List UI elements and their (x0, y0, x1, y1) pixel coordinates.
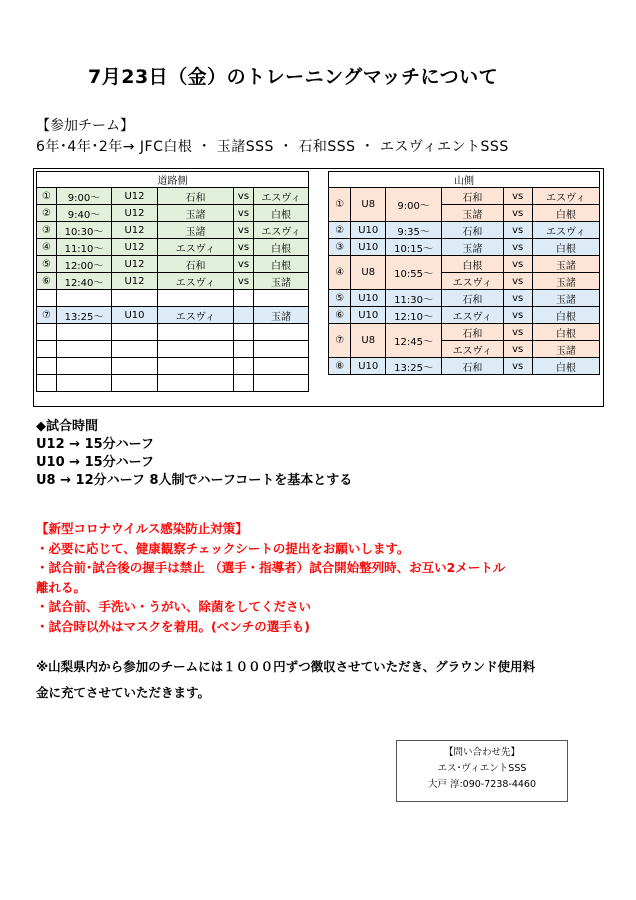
vs-label: vs (234, 222, 254, 239)
away-team: 玉諸 (532, 341, 599, 358)
match-time: 12:45～ (386, 324, 442, 358)
vs-label (234, 375, 254, 392)
match-category: U12 (112, 205, 158, 222)
vs-label: vs (503, 222, 532, 239)
mountain-side-schedule-table (328, 171, 600, 375)
road-side-header: 道路側 (37, 172, 309, 188)
covid-measures-section (36, 519, 505, 636)
match-time-section (36, 418, 352, 490)
away-team: エスヴィ (532, 222, 599, 239)
match-number (37, 324, 57, 341)
vs-label: vs (234, 188, 254, 205)
match-time-line: U12 → 15分ハーフ (36, 437, 155, 452)
vs-label: vs (503, 324, 532, 341)
home-team: 石和 (158, 256, 234, 273)
road-side-schedule-table (36, 171, 309, 392)
vs-label: vs (503, 256, 532, 273)
table-row (37, 239, 309, 256)
away-team: 白根 (532, 358, 599, 375)
match-number: ④ (329, 256, 351, 290)
match-category (112, 341, 158, 358)
away-team (254, 358, 309, 375)
match-number: ⑤ (329, 290, 351, 307)
contact-org: エス･ヴィエントSSS (437, 763, 527, 774)
home-team (158, 290, 234, 307)
home-team (158, 375, 234, 392)
match-time-heading: ◆試合時間 (36, 419, 98, 434)
match-category: U10 (351, 358, 386, 375)
match-time-line: U8 → 12分ハーフ 8人制でハーフコートを基本とする (36, 473, 353, 488)
away-team (254, 290, 309, 307)
match-number (37, 375, 57, 392)
match-time: 10:55～ (386, 256, 442, 290)
home-team: エスヴィ (442, 273, 504, 290)
away-team: 白根 (532, 307, 599, 324)
match-number: ① (37, 188, 57, 205)
match-number (37, 358, 57, 375)
table-row (37, 358, 309, 375)
table-row (37, 222, 309, 239)
table-row (37, 290, 309, 307)
match-number: ② (329, 222, 351, 239)
away-team: 玉諸 (254, 273, 309, 290)
table-row (329, 324, 600, 341)
match-number: ⑤ (37, 256, 57, 273)
home-team: 石和 (442, 188, 504, 205)
away-team: 白根 (254, 205, 309, 222)
fee-note: ※山梨県内から参加のチームには１０００円ずつ徴収させていただき、グラウンド使用料金に充てさせていただきます。 (36, 659, 536, 700)
match-number: ⑥ (329, 307, 351, 324)
home-team: 石和 (442, 222, 504, 239)
table-row (37, 256, 309, 273)
covid-line: 離れる。 (36, 579, 87, 595)
match-time (57, 324, 112, 341)
match-time (57, 375, 112, 392)
away-team (254, 341, 309, 358)
match-number: ⑥ (37, 273, 57, 290)
away-team: 玉諸 (532, 256, 599, 273)
home-team: 石和 (442, 358, 504, 375)
match-time: 12:10～ (386, 307, 442, 324)
home-team (158, 341, 234, 358)
covid-line: ・試合時以外はマスクを着用。(ベンチの選手も) (36, 618, 310, 634)
away-team: エスヴィ (254, 222, 309, 239)
vs-label: vs (503, 188, 532, 205)
home-team (158, 358, 234, 375)
home-team: 玉諸 (442, 205, 504, 222)
vs-label: vs (503, 273, 532, 290)
away-team: 白根 (254, 256, 309, 273)
contact-person: 大戸 淳:090-7238-4460 (427, 779, 537, 790)
home-team: 石和 (158, 188, 234, 205)
match-number: ② (37, 205, 57, 222)
participants-teams: 6年･4年･2年→ JFC白根 ・ 玉諸SSS ・ 石和SSS ・ エスヴィエントSSS (36, 139, 509, 155)
match-time: 11:30～ (386, 290, 442, 307)
vs-label: vs (503, 358, 532, 375)
match-category (112, 358, 158, 375)
match-number: ③ (37, 222, 57, 239)
vs-label: vs (234, 256, 254, 273)
match-time: 13:25～ (57, 307, 112, 324)
match-category: U10 (351, 222, 386, 239)
match-number: ⑧ (329, 358, 351, 375)
away-team (254, 375, 309, 392)
match-category: U10 (351, 307, 386, 324)
vs-label (234, 324, 254, 341)
home-team: エスヴィ (158, 273, 234, 290)
table-row (37, 307, 309, 324)
match-number (37, 341, 57, 358)
match-time: 12:00～ (57, 256, 112, 273)
table-row (37, 375, 309, 392)
table-row (37, 205, 309, 222)
home-team: 玉諸 (158, 205, 234, 222)
match-time (57, 341, 112, 358)
match-category: U12 (112, 222, 158, 239)
match-time (57, 358, 112, 375)
vs-label (234, 341, 254, 358)
match-category: U10 (112, 307, 158, 324)
away-team (254, 324, 309, 341)
match-time: 10:30～ (57, 222, 112, 239)
match-category (112, 375, 158, 392)
match-number: ⑦ (329, 324, 351, 358)
home-team: エスヴィ (442, 341, 504, 358)
match-category: U8 (351, 188, 386, 222)
home-team: 白根 (442, 256, 504, 273)
home-team: 石和 (442, 290, 504, 307)
away-team: 玉諸 (532, 273, 599, 290)
table-row (329, 188, 600, 205)
home-team: エスヴィ (158, 307, 234, 324)
match-category: U8 (351, 256, 386, 290)
table-row (329, 222, 600, 239)
match-time: 9:40～ (57, 205, 112, 222)
covid-heading: 【新型コロナウイルス感染防止対策】 (36, 521, 248, 536)
match-number: ③ (329, 239, 351, 256)
match-category: U12 (112, 239, 158, 256)
vs-label (234, 290, 254, 307)
match-number: ⑦ (37, 307, 57, 324)
contact-heading: 【問い合わせ先】 (443, 747, 520, 758)
away-team: エスヴィ (254, 188, 309, 205)
away-team: 玉諸 (254, 307, 309, 324)
match-time: 10:15～ (386, 239, 442, 256)
match-time-line: U10 → 15分ハーフ (36, 455, 155, 470)
vs-label (234, 307, 254, 324)
table-row (37, 273, 309, 290)
match-category: U12 (112, 273, 158, 290)
match-category: U10 (351, 239, 386, 256)
vs-label: vs (234, 273, 254, 290)
table-row (329, 358, 600, 375)
vs-label: vs (503, 205, 532, 222)
match-time: 9:00～ (386, 188, 442, 222)
home-team: 石和 (442, 324, 504, 341)
home-team: エスヴィ (158, 239, 234, 256)
vs-label: vs (503, 239, 532, 256)
vs-label: vs (234, 239, 254, 256)
table-row (37, 341, 309, 358)
away-team: 白根 (254, 239, 309, 256)
covid-line: ・試合前、手洗い・うがい、除菌をしてください (36, 599, 312, 614)
vs-label: vs (503, 307, 532, 324)
away-team: 白根 (532, 324, 599, 341)
match-time: 12:40～ (57, 273, 112, 290)
page-title: 7月23日（金）のトレーニングマッチについて (88, 66, 499, 88)
vs-label: vs (503, 290, 532, 307)
vs-label: vs (234, 205, 254, 222)
table-row (329, 307, 600, 324)
table-row (37, 188, 309, 205)
match-time: 11:10～ (57, 239, 112, 256)
table-row (329, 239, 600, 256)
match-category: U10 (351, 290, 386, 307)
home-team (158, 324, 234, 341)
contact-box (396, 740, 568, 802)
mountain-side-header: 山側 (329, 172, 600, 188)
away-team: エスヴィ (532, 188, 599, 205)
away-team: 玉諸 (532, 290, 599, 307)
vs-label (234, 358, 254, 375)
table-row (329, 256, 600, 273)
table-row (329, 290, 600, 307)
match-category: U12 (112, 256, 158, 273)
covid-line: ・試合前･試合後の握手は禁止 （選手・指導者）試合開始整列時、お互い2メートル (36, 560, 506, 575)
home-team: 玉諸 (158, 222, 234, 239)
match-number (37, 290, 57, 307)
home-team: 玉諸 (442, 239, 504, 256)
match-time: 9:35～ (386, 222, 442, 239)
vs-label: vs (503, 341, 532, 358)
match-category (112, 324, 158, 341)
table-row (37, 324, 309, 341)
home-team: エスヴィ (442, 307, 504, 324)
match-number: ① (329, 188, 351, 222)
away-team: 白根 (532, 239, 599, 256)
match-time: 9:00～ (57, 188, 112, 205)
match-number: ④ (37, 239, 57, 256)
match-category (112, 290, 158, 307)
match-category: U12 (112, 188, 158, 205)
match-time: 13:25～ (386, 358, 442, 375)
match-time (57, 290, 112, 307)
participants-heading: 【参加チーム】 (36, 118, 134, 134)
match-category: U8 (351, 324, 386, 358)
covid-line: ・必要に応じて、健康観察チェックシートの提出をお願いします。 (36, 540, 410, 556)
away-team: 白根 (532, 205, 599, 222)
